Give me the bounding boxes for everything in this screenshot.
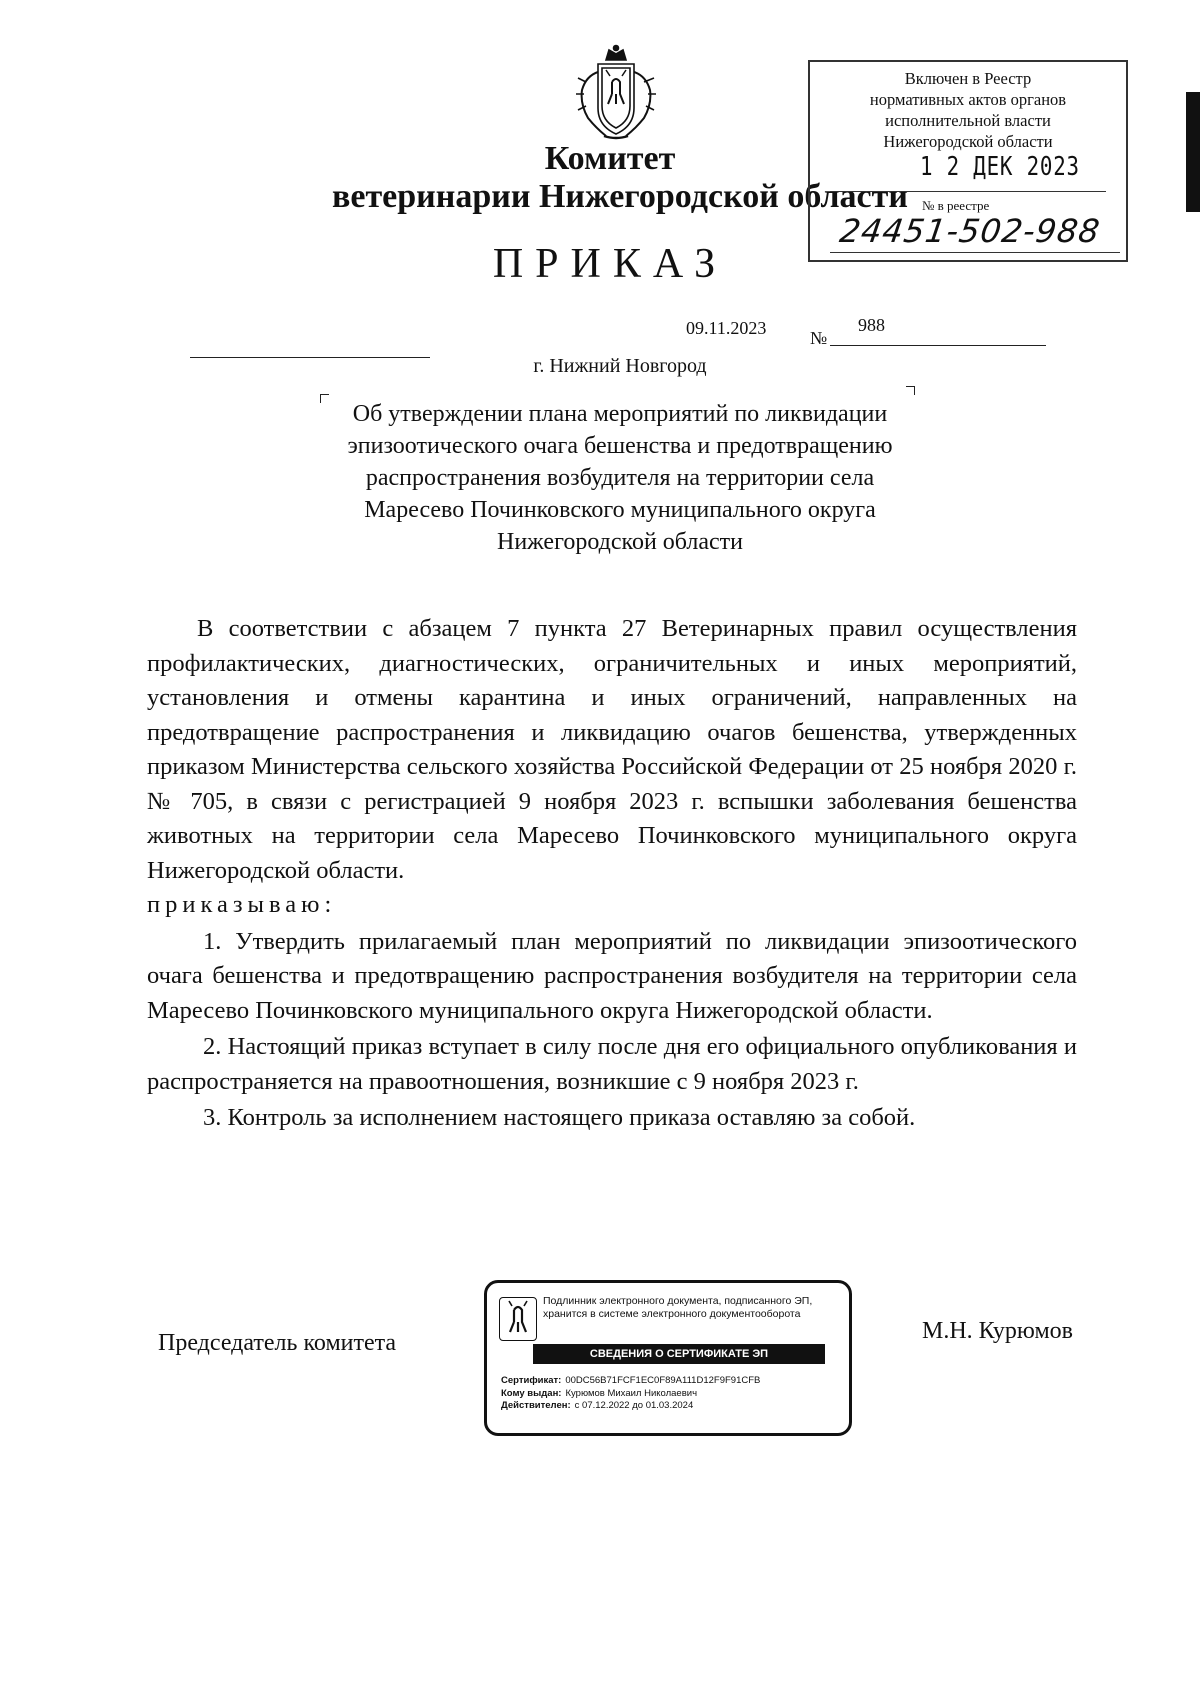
org-title-line2: ветеринарии Нижегородской области — [332, 178, 908, 215]
signatory-role: Председатель комитета — [158, 1330, 397, 1356]
registry-line4: Нижегородской области — [883, 132, 1053, 151]
order-subject: Об утверждении плана мероприятий по ликвидации эпизоотического очага бешенства и предотвращению распространения возбудителя на территории села Маресево Починковского муниципального округа Нижегородской области — [347, 401, 893, 555]
subject-corner-left — [320, 394, 329, 403]
order-item-3: 3. Контроль за исполнением настоящего приказа оставляю за собой. — [203, 1104, 916, 1131]
coat-of-arms-icon — [568, 42, 664, 142]
registry-number-label: № в реестре — [922, 198, 990, 213]
order-date: 09.11.2023 — [686, 318, 767, 338]
cert-value: 00DC56B71FCF1EC0F89A111D12F9F91CFB — [565, 1375, 761, 1386]
e-signature-title: Подлинник электронного документа, подписанного ЭП, хранится в системе электронного документооборота — [543, 1295, 813, 1320]
registry-number-underline — [830, 252, 1120, 253]
registry-line3: исполнительной власти — [885, 111, 1051, 130]
org-title-line1: Комитет — [544, 140, 676, 177]
order-item-1: 1. Утвердить прилагаемый план мероприятий по ликвидации эпизоотического очага бешенства и предотвращению распространения возбудителя на территории села Маресево Починковского муниципального округа Нижегородской области. — [147, 927, 1077, 1024]
owner-value: Курюмов Михаил Николаевич — [565, 1387, 698, 1399]
cert-row — [501, 1375, 841, 1388]
registry-line2: нормативных актов органов — [869, 90, 1067, 109]
city: г. Нижний Новгород — [533, 355, 707, 377]
registry-separator — [830, 191, 1106, 192]
order-body — [147, 612, 1077, 1136]
owner-label: Кому выдан: — [501, 1387, 562, 1399]
page-edge-mark — [1186, 92, 1200, 212]
signatory-name: М.Н. Курюмов — [922, 1318, 1074, 1344]
valid-row — [501, 1400, 841, 1413]
order-number-label: № — [810, 328, 828, 348]
registry-number: 24451-502-988 — [837, 212, 1103, 250]
preamble-paragraph: В соответствии с абзацем 7 пункта 27 Ветеринарных правил осуществления профилактических, диагностических, ограничительных и иных мероприятий, установления и отмены карантина и иных ограничений, направленных на предотвращение распространения и ликвидацию очагов бешенства, утвержденных приказом Министерства сельского хозяйства Российской Федерации от 25 ноября 2020 г. № 705, в связи с регистрацией 9 ноября 2023 г. вспышки заболевания бешенства животных на территории села Маресево Починковского муниципального округа Нижегородской области. — [147, 615, 1077, 884]
cert-label: Сертификат: — [501, 1375, 562, 1386]
number-underline — [830, 345, 1046, 346]
registry-stamp-text — [810, 68, 1126, 152]
owner-row — [501, 1388, 841, 1401]
document-type: ПРИКАЗ — [492, 241, 728, 287]
order-word: приказываю: — [147, 891, 337, 918]
registry-date: 1 2 ДЕК 2023 — [920, 152, 1080, 182]
e-signature-header-bar: СВЕДЕНИЯ О СЕРТИФИКАТЕ ЭП — [533, 1344, 825, 1364]
order-number: 988 — [858, 315, 885, 335]
e-signature-stamp — [484, 1280, 852, 1436]
valid-label: Действителен: — [501, 1400, 571, 1411]
deer-emblem-icon — [499, 1297, 537, 1341]
e-signature-details — [501, 1375, 841, 1413]
registry-stamp — [808, 60, 1128, 262]
subject-corner-right — [906, 386, 915, 395]
order-item-2: 2. Настоящий приказ вступает в силу после дня его официального опубликования и распространяется на правоотношения, возникшие с 9 ноября 2023 г. — [147, 1033, 1077, 1095]
valid-value: с 07.12.2022 до 01.03.2024 — [574, 1400, 694, 1411]
registry-line1: Включен в Реестр — [904, 69, 1032, 88]
date-underline — [190, 357, 430, 358]
